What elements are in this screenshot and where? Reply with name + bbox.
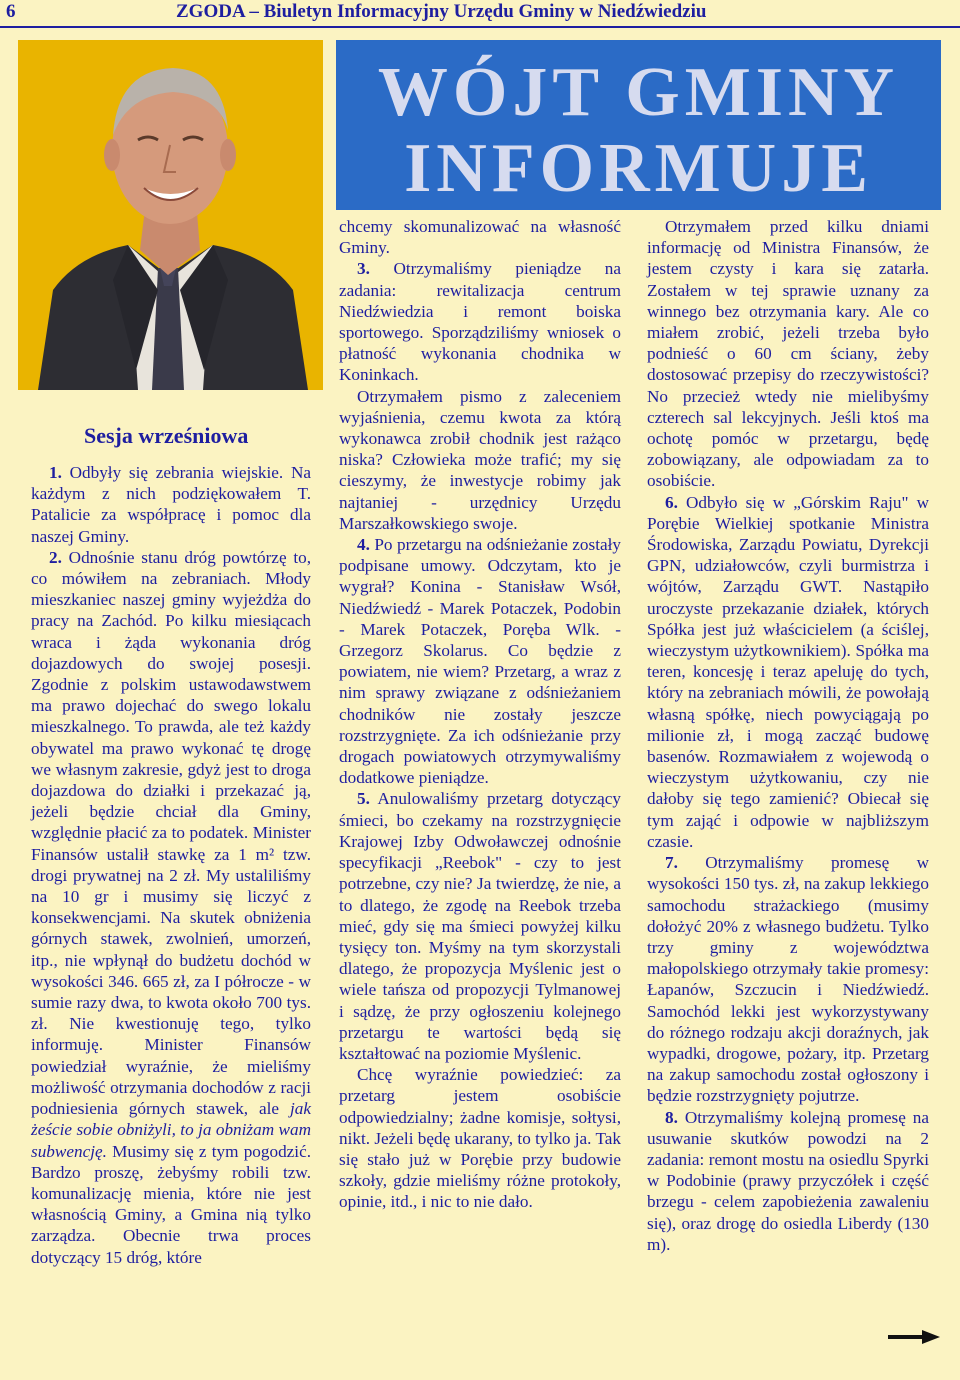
- paragraph-text: Musimy się z tym pogodzić. Bardzo proszę, żebyśmy robili tzw. komunalizację mienia, które nie jest własnością Gminy, a Gmina nią tylko zarządza. Obecnie trwa proces dotyczący 15 dróg, które: [31, 1141, 311, 1267]
- section-heading: Sesja wrześniowa: [84, 423, 249, 448]
- item-number: 5.: [357, 789, 370, 809]
- paragraph-4: [647, 1107, 929, 1255]
- page-header: [0, 0, 960, 28]
- paragraph-text: chcemy skomunalizować na własność Gminy.: [339, 217, 621, 258]
- item-number: 8.: [665, 1107, 678, 1127]
- paragraph-3: [339, 386, 621, 534]
- page-number: 6: [6, 1, 16, 22]
- paragraph-4: [339, 534, 621, 788]
- text-column-1: [31, 462, 311, 1268]
- italic-quote: jak żeście sobie obniżyli, to ja obniżam wam subwencję.: [31, 1099, 311, 1161]
- paragraph-2: [647, 492, 929, 852]
- bulletin-title: ZGODA – Biuletyn Informacyjny Urzędu Gminy w Niedźwiedziu: [176, 1, 707, 22]
- paragraph-2: [339, 258, 621, 385]
- banner-line-1: WÓJT GMINY: [377, 54, 900, 131]
- text-column-2: [339, 216, 621, 1213]
- portrait-photo: [18, 40, 323, 390]
- item-number: 2.: [49, 547, 62, 567]
- banner-headline: [336, 40, 941, 210]
- paragraph-6: [339, 1064, 621, 1212]
- item-number: 3.: [357, 259, 370, 279]
- paragraph-text: Odnośnie stanu dróg powtórzę to, co mówiłem na zebraniach. Młody mieszkaniec naszej gminy wyjeżdża do pracy na Zachód. Po kilku miesiącach wraca i żąda wykonania dróg dojazdowych do swojej posesji. Zgodnie z polskim ustawodawstwem ma prawo dojechać do swego lokalu mieszkalnego. To prawda, ale też każdy obywatel ma prawo wykonać tę drogę we własnym zakresie, gdyż jest to droga dojazdowa do działki i przekazać ją, jeżeli będzie chciał dla Gminy, względnie płacić za to podatek. Minister Finansów ustalił stawkę za 1 m² tzw. drogi prywatnej na 2 zł. My ustaliliśmy na 10 gr i musimy się liczyć z konsekwencjami. Na skutek obniżenia górnych stawek, zwolnień, umorzeń, itp., nie wpłynął do budżetu dochód w wysokości 346. 665 zł, za I półrocze - w sumie razy dwa, to kwota około 700 tys. zł. Nie kwestionuję tego, tylko informuję. Minister Finansów powiedział wyraźnie, że mieliśmy możliwość otrzymania dochodów z racji podniesienia górnych stawek, ale: [31, 547, 311, 1119]
- paragraph-1: [31, 462, 311, 547]
- paragraph-text: Po przetargu na odśnieżanie zostały podpisane umowy. Odczytam, kto je wygrał? Konina - Stanisław Wsół, Niedźwiedź - Marek Potaczek, Podobin - Marek Potaczek, Poręba Wlk. - Grzegorz Skolarus. Co będzie z powiatem, nie wiem? Przetarg, a wraz z nim sprawy związane z odśnieżaniem chodników nie zostały jeszcze rozstrzygnięte. Za ich odśnieżanie przy drogach powiatowych otrzymywaliśmy dodatkowe pieniądze.: [339, 535, 621, 788]
- paragraph-5: [339, 788, 621, 1064]
- continue-arrow-icon: [888, 1330, 940, 1344]
- item-number: 6.: [665, 492, 678, 512]
- paragraph-1: [647, 216, 929, 492]
- paragraph-text: Odbyły się zebrania wiejskie. Na każdym z nich podziękowałem T. Patalicie za współpracę i pomoc dla naszej Gminy.: [31, 463, 311, 546]
- paragraph-text: Otrzymaliśmy pieniądze na zadania: rewitalizacja centrum Niedźwiedzia i remont boiska sportowego. Sporządziliśmy wniosek o płatność wykonania chodnika w Koninkach.: [339, 259, 621, 385]
- paragraph-2: [31, 547, 311, 1268]
- item-number: 1.: [49, 463, 62, 482]
- portrait-illustration: [18, 40, 323, 390]
- paragraph-text: Chcę wyraźnie powiedzieć: za przetarg jestem osobiście odpowiedzialny; żadne komisje, sołtysi, nikt. Jeżeli będę ukarany, to tylko ja. Tak się stało już w Porębie przy budowie szkoły, gdzie mieliśmy różne protokoły, opinie, itd., i nic to nie dało.: [339, 1065, 621, 1212]
- paragraph-text: Odbyło się w „Górskim Raju" w Porębie Wielkiej spotkanie Ministra Środowiska, Zarządu Powiatu, Dyrekcji GPN, udziałowców, czyli burmistrza i wójtów, Zarządu GWT. Nastąpiło uroczyste przekazanie działek, których Spółka jest już właścicielem (a ściślej, wieczystym użytkownikiem). Spółka ma teren, koncesję i teraz apeluję do tych, który na zebraniach mówili, że powołają własną spółkę, niech powyciągają po milionie zł, i mogą zacząć budowę basenów. Rozmawiałem z wojewodą o wieczystym użytkowaniu, czy nie dałoby się tego zamienić? Obiecał się tym zająć i odpowie w najbliższym czasie.: [647, 492, 929, 851]
- paragraph-text: Otrzymałem pismo z zaleceniem wyjaśnienia, czemu kwota za którą wykonawca zrobił chodnik jest rażąco niska? Człowieka może trafić; my się cieszymy, że inwestycje robimy jak najtaniej - urzędnicy Urzędu Marszałkowskiego swoje.: [339, 386, 621, 533]
- paragraph-text: Otrzymaliśmy promesę w wysokości 150 tys. zł, na zakup lekkiego samochodu strażackiego (musimy dołożyć 20% z własnego budżetu. Tylko trzy gminy z województwa małopolskiego otrzymały takie promesy: Łapanów, Szczucin i Niedźwiedź. Samochód lekki jest wykorzystywany do różnego rodzaju akcji doraźnych, jak wypadki, drogowe, pożary, itp. Przetarg na zakup samochodu został ogłoszony i będzie rozstrzygnięty pojutrze.: [647, 853, 929, 1106]
- paragraph-3: [647, 852, 929, 1106]
- paragraph-text: Otrzymałem przed kilku dniami informację od Ministra Finansów, że jestem czysty i kara się zatarła. Zostałem w tej sprawie uznany za winnego bez otrzymania kary. Ale co miałem zrobić, jeżeli trzeba było podnieść o 60 cm ściany, żeby dostosować przepisy do rzeczywistości? No przecież wtedy nie mielibyśmy czterech sal lekcyjnych. Jeśli ktoś ma ochotę pomóc w przetargu, będę zobowiązany, ale odpowiadam za to osobiście.: [647, 217, 929, 491]
- paragraph-1: [339, 216, 621, 258]
- text-column-3: [647, 216, 929, 1255]
- item-number: 7.: [665, 853, 678, 873]
- item-number: 4.: [357, 535, 370, 555]
- paragraph-text: Anulowaliśmy przetarg dotyczący śmieci, bo czekamy na rozstrzygnięcie Krajowej Izby Odwoławczej odnośnie specyfikacji „Reebok" - czy to jest potrzebne, czy nie? Ja twierdzę, że nie, a to dlatego, że zgodę na Reebok trzeba mieć, gdy się ma śmieci powyżej kilku tysięcy ton. Myśmy na tym skorzystali dlatego, że propozycja Myślenic jest o wiele tańsza od propozycji Tylmanowej i sądzę, że przy ogłoszeniu kolejnego przetargu te wartości będą się kształtować na poziomie Myślenic.: [339, 789, 621, 1063]
- banner-line-2: INFORMUJE: [404, 130, 873, 207]
- paragraph-text: Otrzymaliśmy kolejną promesę na usuwanie skutków powodzi na 2 zadania: remont mostu na osiedlu Spyrki w Podobinie (prawy przyczółek i część brzegu - celem zapobieżenia zawaleniu się), oraz drogę do osiedla Liberdy (130 m).: [647, 1107, 929, 1254]
